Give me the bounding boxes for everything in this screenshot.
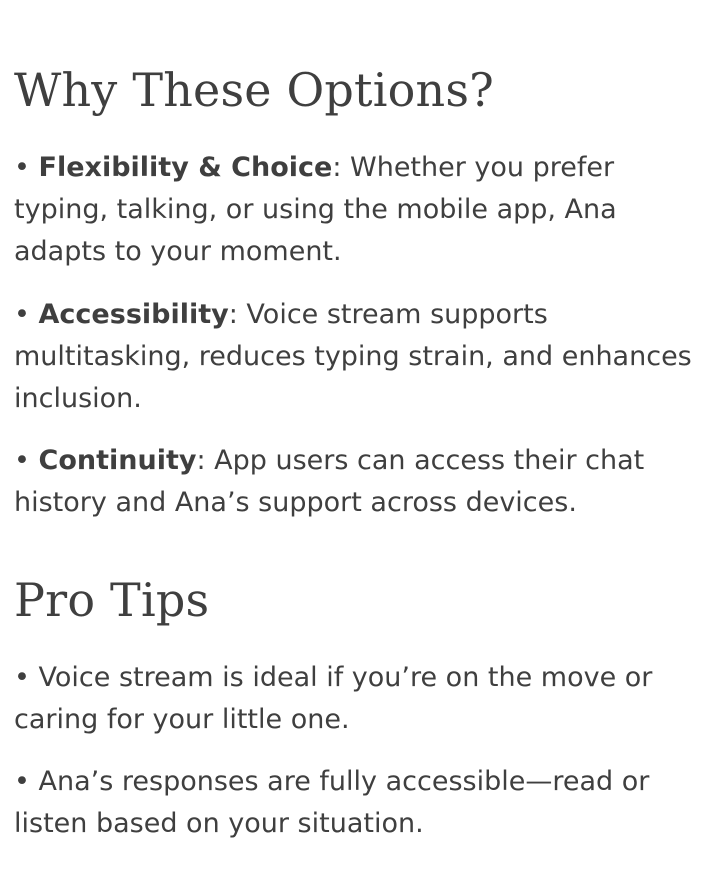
bullet-item-accessibility	[14, 294, 694, 420]
section-heading-pro-tips: Pro Tips	[14, 573, 210, 627]
tip-text: Ana’s responses are fully accessible—read or listen based on your situation.	[14, 766, 650, 839]
bullet-item-continuity	[14, 440, 694, 524]
bullet-text: : App users can access their chat history and Ana’s support across devices.	[14, 445, 645, 518]
bullet-item-flexibility	[14, 147, 694, 273]
bullet-title: Accessibility	[38, 299, 229, 330]
bullet-title: Continuity	[38, 445, 197, 476]
bullet-text: : Voice stream supports multitasking, reduces typing strain, and enhances inclusion.	[14, 299, 692, 414]
bullet-glyph: •	[14, 152, 30, 183]
bullet-glyph: •	[14, 662, 30, 693]
bullet-title: Flexibility & Choice	[38, 152, 333, 183]
bullet-text: : Whether you prefer typing, talking, or using the mobile app, Ana adapts to your moment.	[14, 152, 617, 267]
bullet-glyph: •	[14, 445, 30, 476]
tip-text: Voice stream is ideal if you’re on the move or caring for your little one.	[14, 662, 653, 735]
tip-item-responses-accessible	[14, 761, 694, 845]
section-heading-why-these-options: Why These Options?	[14, 63, 495, 117]
tip-item-voice-stream	[14, 657, 694, 741]
bullet-glyph: •	[14, 299, 30, 330]
bullet-glyph: •	[14, 766, 30, 797]
